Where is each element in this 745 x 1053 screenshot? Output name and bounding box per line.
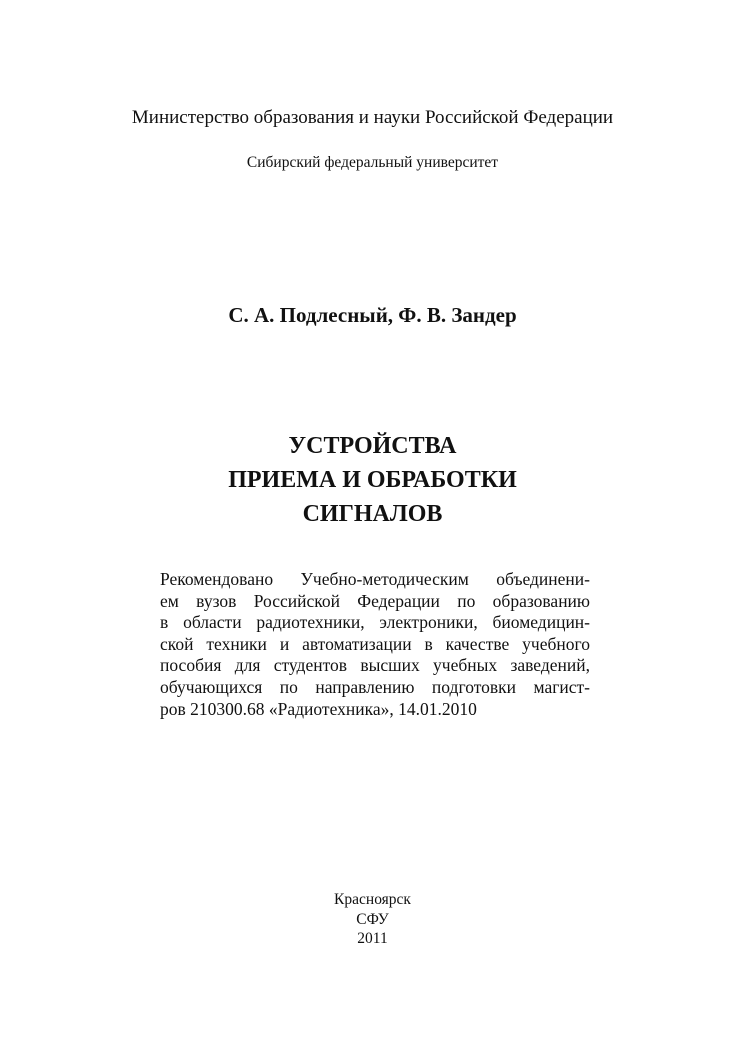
book-title-line-2: ПРИЕМА И ОБРАБОТКИ bbox=[228, 467, 517, 493]
recommendation-line-3: в области радиотехники, электроники, биомедицин- bbox=[160, 612, 590, 633]
recommendation-text bbox=[160, 569, 590, 720]
authors: С. А. Подлесный, Ф. В. Зандер bbox=[228, 303, 517, 327]
university-name: Сибирский федеральный университет bbox=[246, 154, 499, 171]
imprint-publisher: СФУ bbox=[356, 910, 389, 928]
book-title-line-3: СИГНАЛОВ bbox=[302, 501, 443, 527]
imprint-year: 2011 bbox=[357, 930, 388, 947]
book-title-line-1: УСТРОЙСТВА bbox=[288, 433, 457, 459]
recommendation-line-5: пособия для студентов высших учебных заведений, bbox=[160, 655, 590, 676]
recommendation-line-4: ской техники и автоматизации в качестве учебного bbox=[160, 633, 590, 654]
imprint bbox=[0, 890, 745, 949]
recommendation-line-1: Рекомендовано Учебно-методическим объединени- bbox=[160, 569, 590, 589]
book-title bbox=[0, 429, 745, 531]
recommendation-line-2: ем вузов Российской Федерации по образованию bbox=[160, 590, 590, 611]
ministry-name: Министерство образования и науки Российской Федерации bbox=[131, 107, 614, 128]
recommendation-line-6: обучающихся по направлению подготовки магист- bbox=[160, 676, 590, 697]
recommendation-line-7: ров 210300.68 «Радиотехника», 14.01.2010 bbox=[160, 698, 477, 719]
imprint-city: Красноярск bbox=[334, 891, 411, 908]
